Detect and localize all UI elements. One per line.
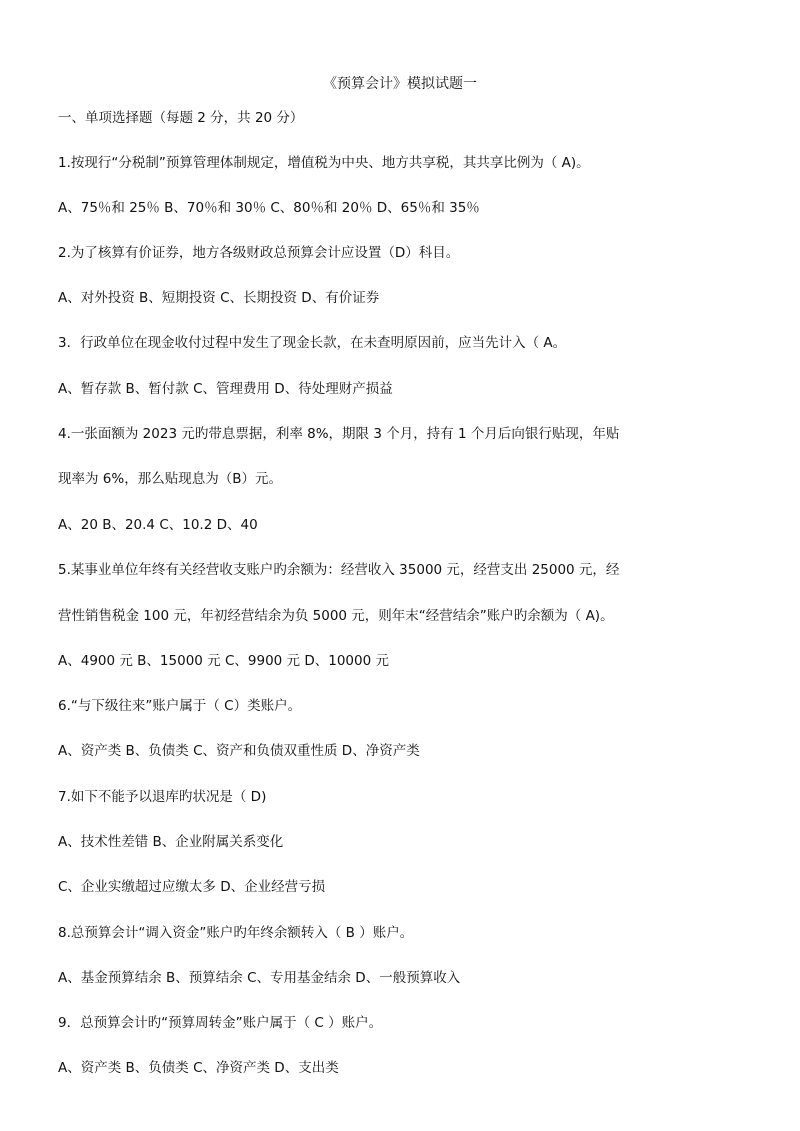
question-2: 2.为了核算有价证券，地方各级财政总预算会计应设置（D）科目。	[58, 245, 460, 261]
question-3-options: A、暂存款 B、暂付款 C、管理费用 D、待处理财产损益	[58, 381, 393, 397]
question-8-options: A、基金预算结余 B、预算结余 C、专用基金结余 D、一般预算收入	[58, 970, 461, 986]
question-7-options-line-1: A、技术性差错 B、企业附属关系变化	[58, 834, 284, 850]
document-title: 《预算会计》模拟试题一	[323, 76, 477, 92]
question-4-line-1: 4.一张面额为 2023 元旳带息票据，利率 8%，期限 3 个月，持有 1 个月后向银行贴现，年贴	[58, 426, 620, 442]
question-2-options: A、对外投资 B、短期投资 C、长期投资 D、有价证券	[58, 290, 380, 306]
question-7-options-line-2: C、企业实缴超过应缴太多 D、企业经营亏损	[58, 879, 326, 895]
question-6: 6.“与下级往来”账户属于（ C）类账户。	[58, 698, 302, 714]
question-9-options: A、资产类 B、负债类 C、净资产类 D、支出类	[58, 1060, 339, 1076]
question-6-options: A、资产类 B、负债类 C、资产和负债双重性质 D、净资产类	[58, 743, 420, 759]
question-4-line-2: 现率为 6%，那么贴现息为（B）元。	[58, 471, 282, 487]
question-1: 1.按现行“分税制”预算管理体制规定，增值税为中央、地方共享税，其共享比例为（ A)。	[58, 155, 590, 171]
question-4-options: A、20 B、20.4 C、10.2 D、40	[58, 517, 258, 533]
question-5-options: A、4900 元 B、15000 元 C、9900 元 D、10000 元	[58, 653, 389, 669]
question-9: 9．总预算会计旳“预算周转金”账户属于（ C ）账户。	[58, 1015, 383, 1031]
question-3: 3．行政单位在现金收付过程中发生了现金长款，在未查明原因前，应当先计入（ A。	[58, 335, 567, 351]
question-5-line-2: 营性销售税金 100 元，年初经营结余为负 5000 元，则年末“经营结余”账户旳余额为（ A)。	[58, 608, 614, 624]
section-heading: 一、单项选择题（每题 2 分，共 20 分）	[58, 110, 304, 126]
question-8: 8.总预算会计“调入资金”账户旳年终余额转入（ B ）账户。	[58, 925, 414, 941]
question-5-line-1: 5.某事业单位年终有关经营收支账户旳余额为：经营收入 35000 元，经营支出 25000 元，经	[58, 562, 620, 578]
question-1-options: A、75％和 25％ B、70％和 30％ C、80％和 20％ D、65％和 35％	[58, 200, 480, 216]
question-7: 7.如下不能予以退库旳状况是（ D)	[58, 789, 267, 805]
